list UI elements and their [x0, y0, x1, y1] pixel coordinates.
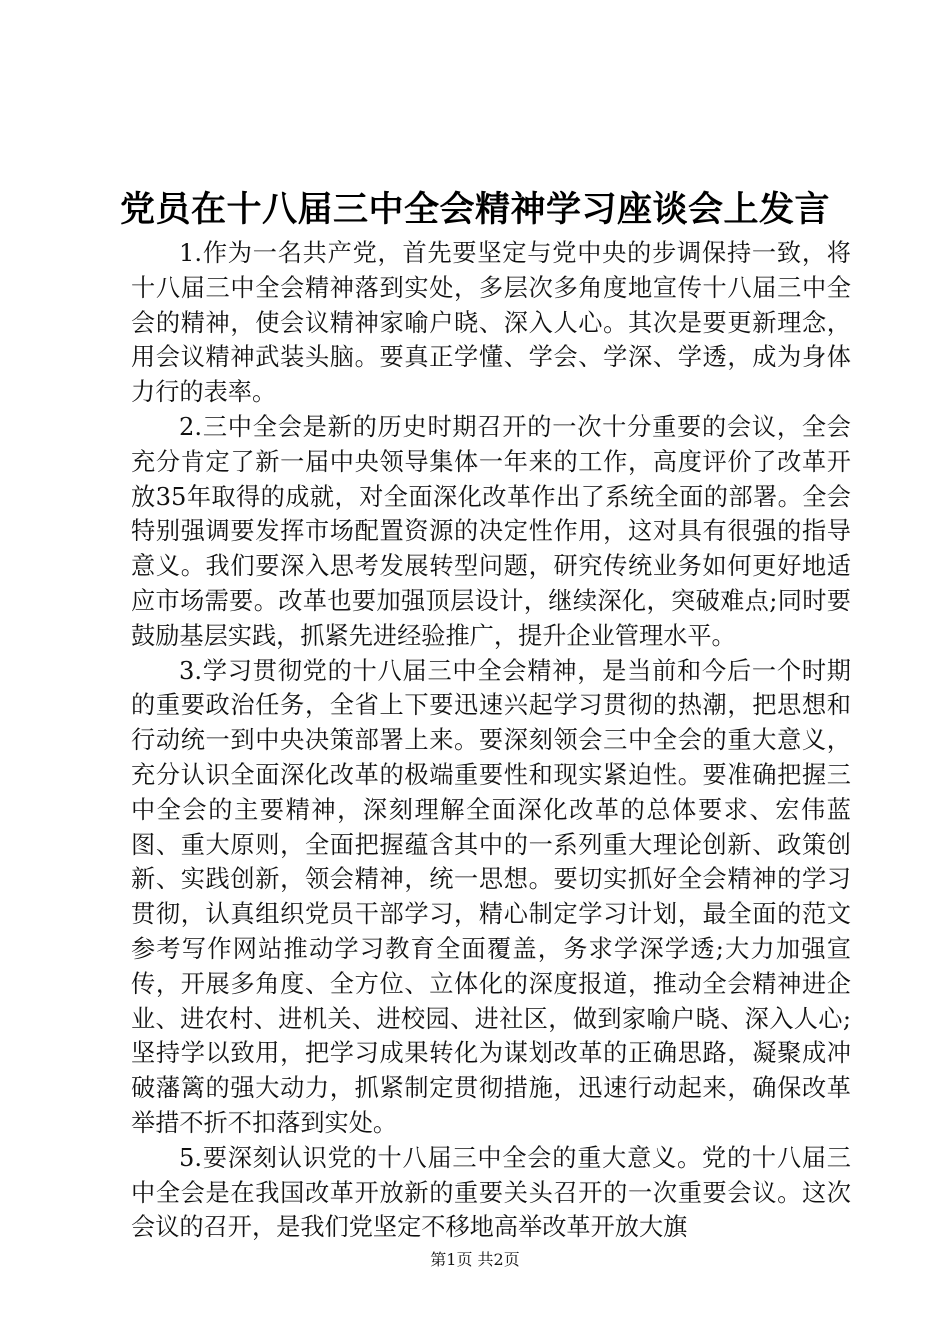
page-number-footer: 第1页 共2页 — [430, 1250, 520, 1269]
document-title: 党员在十八届三中全会精神学习座谈会上发言 — [119, 190, 830, 230]
document-body — [131, 236, 851, 1245]
paragraph-2: 2.三中全会是新的历史时期召开的一次十分重要的会议，全会充分肯定了新一届中央领导集体一年来的工作，高度评价了改革开放35年取得的成就，对全面深化改革作出了系统全面的部署。全会特别强调要发挥市场配置资源的决定性作用，这对具有很强的指导意义。我们要深入思考发展转型问题，研究传统业务如何更好地适应市场需要。改革也要加强顶层设计，继续深化，突破难点;同时要鼓励基层实践，抓紧先进经验推广，提升企业管理水平。 — [131, 412, 851, 650]
paragraph-1: 1.作为一名共产党，首先要坚定与党中央的步调保持一致，将十八届三中全会精神落到实处，多层次多角度地宣传十八届三中全会的精神，使会议精神家喻户晓、深入人心。其次是要更新理念，用会议精神武装头脑。要真正学懂、学会、学深、学透，成为身体力行的表率。 — [131, 239, 851, 407]
paragraph-3: 3.学习贯彻党的十八届三中全会精神，是当前和今后一个时期的重要政治任务，全省上下要迅速兴起学习贯彻的热潮，把思想和行动统一到中央决策部署上来。要深刻领会三中全会的重大意义，充分认识全面深化改革的极端重要性和现实紧迫性。要准确把握三中全会的主要精神，深刻理解全面深化改革的总体要求、宏伟蓝图、重大原则，全面把握蕴含其中的一系列重大理论创新、政策创新、实践创新，领会精神，统一思想。要切实抓好全会精神的学习贯彻，认真组织党员干部学习，精心制定学习计划，最全面的范文参考写作网站推动学习教育全面覆盖，务求学深学透;大力加强宣传，开展多角度、全方位、立体化的深度报道，推动全会精神进企业、进农村、进机关、进校园、进社区，做到家喻户晓、深入人心;坚持学以致用，把学习成果转化为谋划改革的正确思路，凝聚成冲破藩篱的强大动力，抓紧制定贯彻措施，迅速行动起来，确保改革举措不折不扣落到实处。 — [131, 656, 851, 1137]
paragraph-5: 5.要深刻认识党的十八届三中全会的重大意义。党的十八届三中全会是在我国改革开放新的重要关头召开的一次重要会议。这次会议的召开，是我们党坚定不移地高举改革开放大旗 — [131, 1143, 851, 1242]
